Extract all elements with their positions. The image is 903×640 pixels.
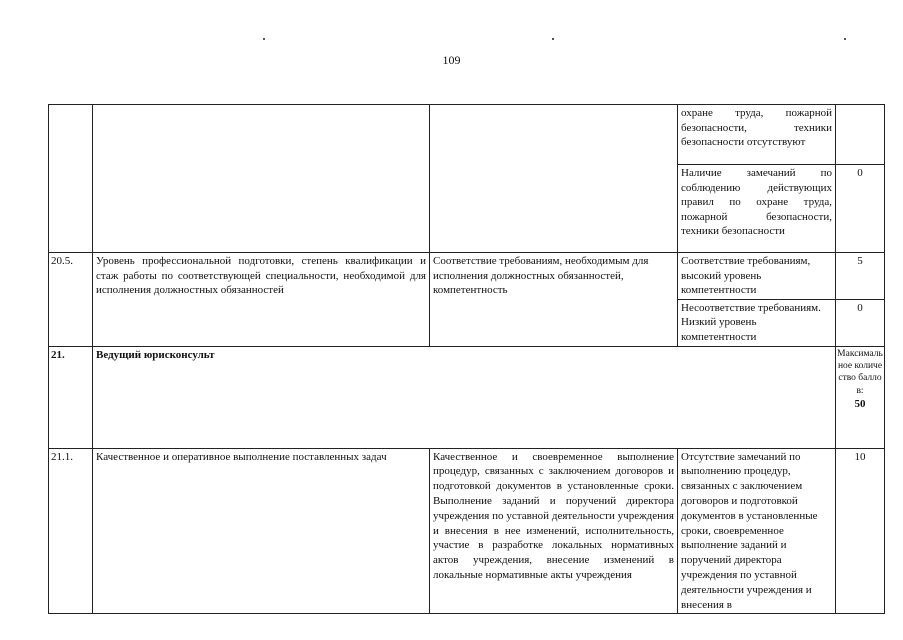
max-score-label: Максимальное количество баллов:: [837, 348, 883, 396]
indicator-cell: Качественное и своевременное выполнение процедур, связанных с заключением договоров и подготовкой документов в установленные сроки. Выполнение заданий и поручений директора учреждения по уставной деятельности учреждения и внесения в нее изменений, исполнительность, участие в разработке локальных нормативных актов учреждения, внесение изменений в локальные нормативные акты учреждения: [430, 448, 678, 614]
num-cell: 21.1.: [49, 448, 93, 614]
max-score-cell: [836, 346, 885, 448]
num-cell: 21.: [49, 346, 93, 448]
criterion-cell: Отсутствие замечаний по выполнению процедур, связанных с заключением договоров и подготовкой документов в установленные сроки, своевременное выполнение заданий и поручений директора учреждения по уставной деятельности учреждения и внесения в: [678, 448, 836, 614]
indicator-cell: Соответствие требованиям, необходимым для исполнения должностных обязанностей, компетентность: [430, 253, 678, 347]
page-number: 109: [442, 53, 461, 67]
table-row: [49, 253, 885, 300]
score-cell: 0: [836, 165, 885, 253]
score-cell: 0: [836, 299, 885, 346]
table-row: [49, 346, 885, 448]
criterion-cell: Несоответствие требованиям. Низкий уровень компетентности: [678, 299, 836, 346]
name-cell: [93, 105, 430, 253]
table-row: [49, 448, 885, 614]
criterion-cell: Наличие замечаний по соблюдению действующих правил по охране труда, пожарной безопасности, техники безопасности: [678, 165, 836, 253]
scan-speck: [844, 38, 846, 40]
name-cell: Качественное и оперативное выполнение поставленных задач: [93, 448, 430, 614]
score-cell: 5: [836, 253, 885, 300]
criteria-table: [48, 104, 885, 614]
max-score-value: 50: [854, 398, 866, 411]
scan-speck: [263, 38, 265, 40]
scan-speck: [552, 38, 554, 40]
score-cell: 10: [836, 448, 885, 614]
num-cell: [49, 105, 93, 253]
criterion-cell: Соответствие требованиям, высокий уровень компетентности: [678, 253, 836, 300]
indicator-cell: [430, 105, 678, 253]
criterion-cell: охране труда, пожарной безопасности, техники безопасности отсутствуют: [678, 105, 836, 165]
score-cell: [836, 105, 885, 165]
name-cell: Уровень профессиональной подготовки, степень квалификации и стаж работы по соответствующей специальности, необходимой для исполнения должностных обязанностей: [93, 253, 430, 347]
num-cell: 20.5.: [49, 253, 93, 347]
section-title: Ведущий юрисконсульт: [93, 346, 836, 448]
table-row: [49, 105, 885, 165]
